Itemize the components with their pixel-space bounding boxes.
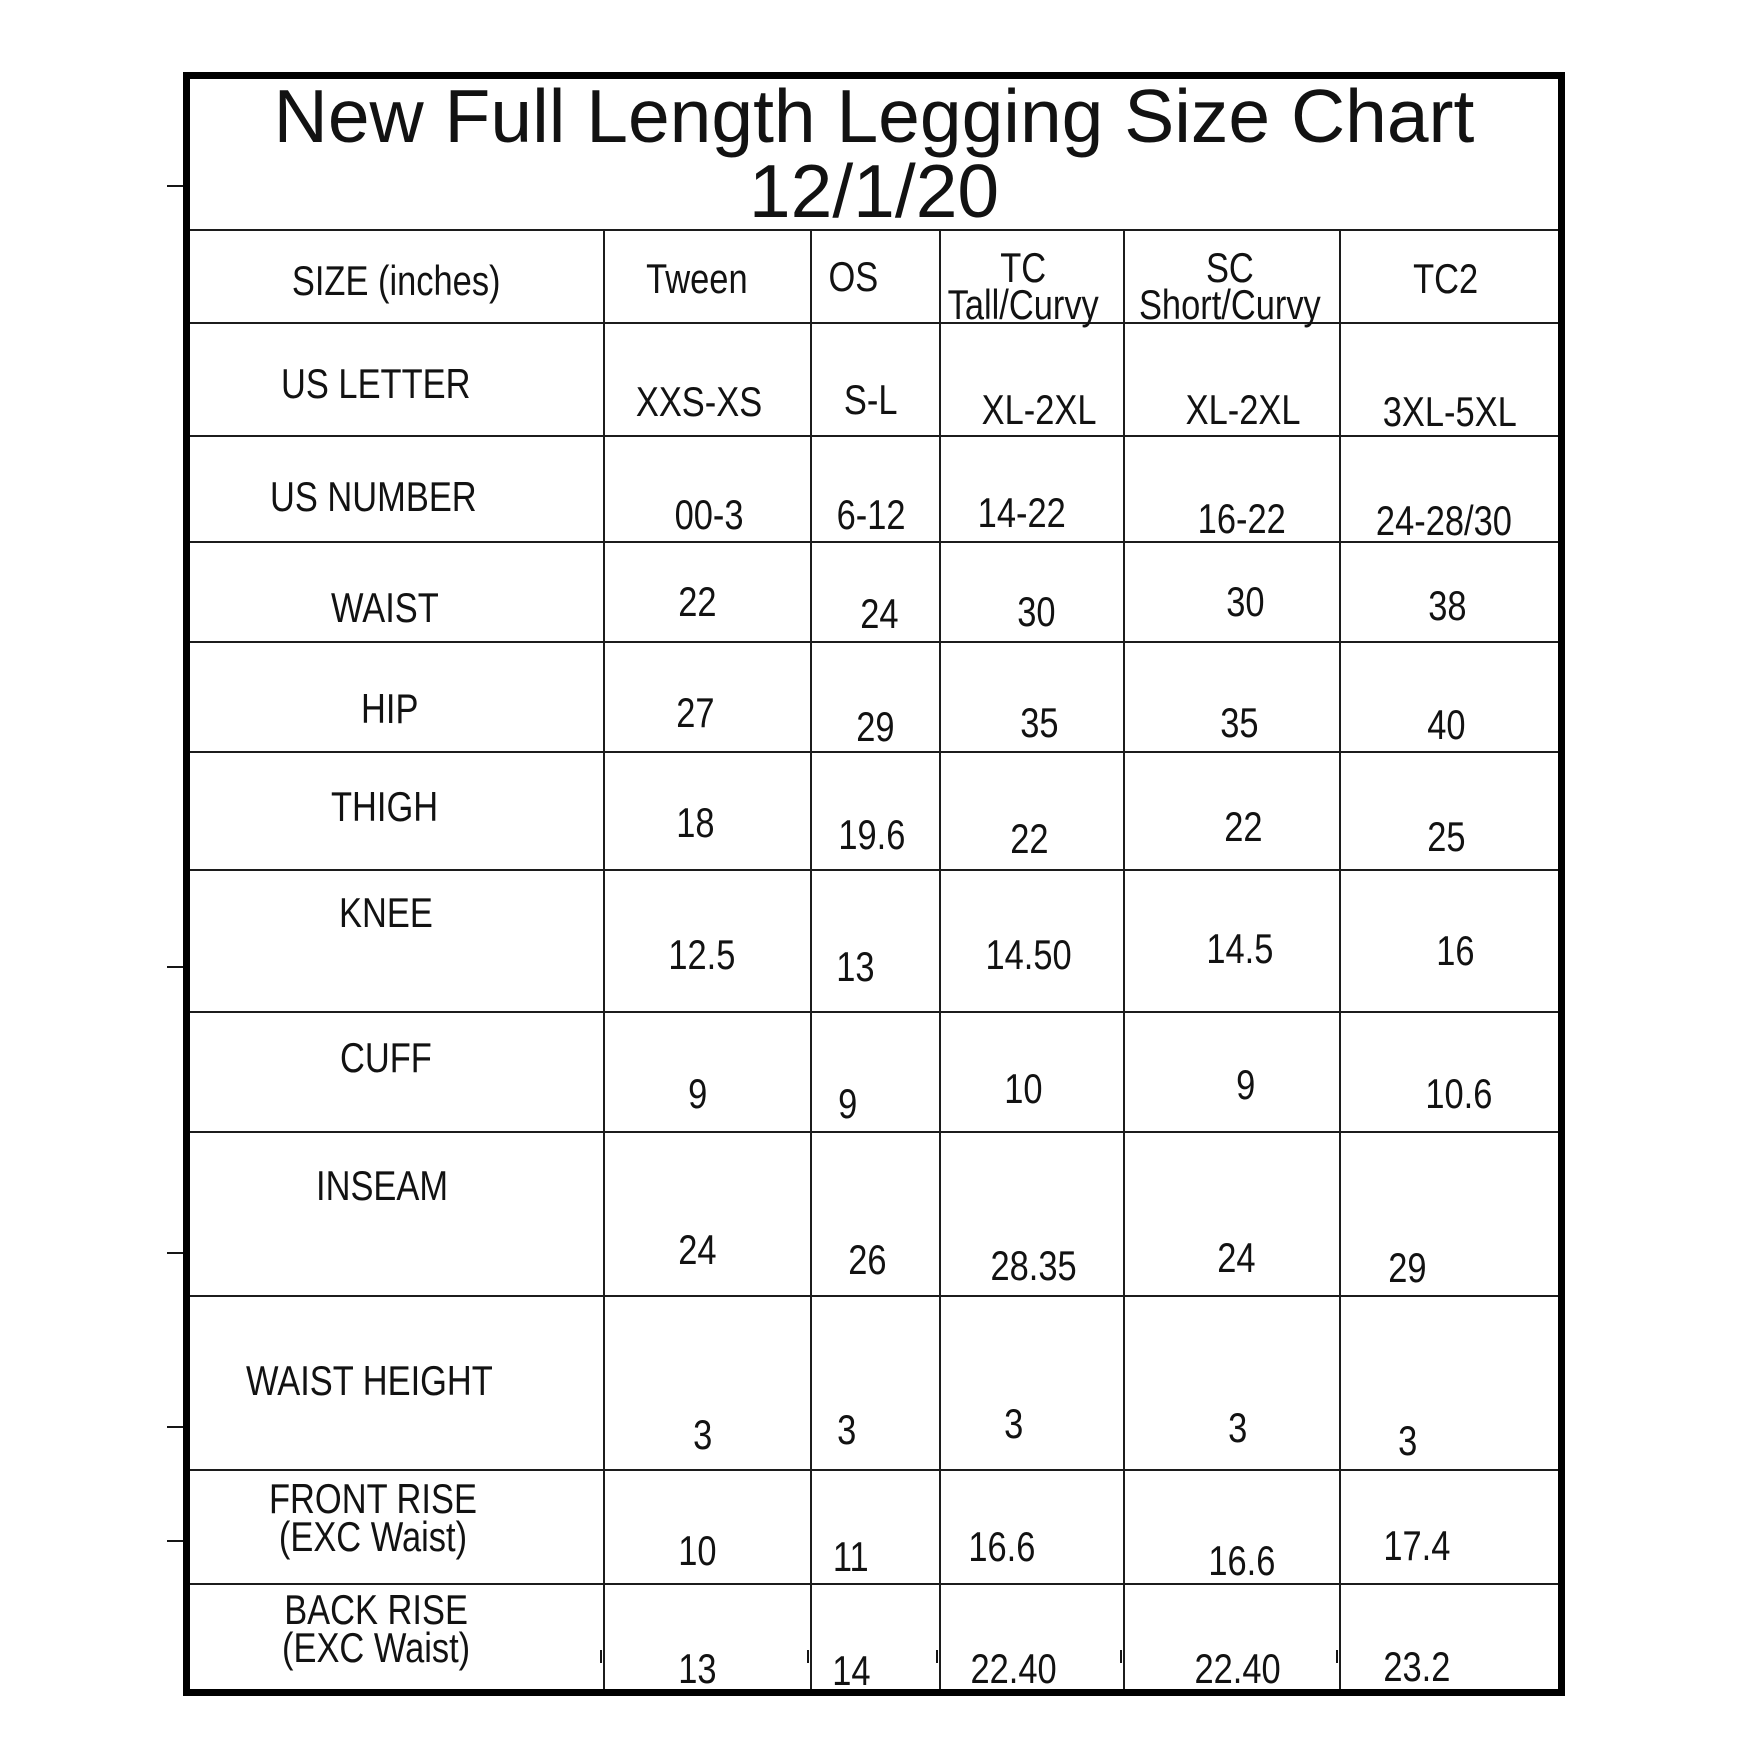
size-value: 38 [1428, 582, 1467, 629]
size-value: 16-22 [1197, 495, 1286, 542]
gridline-overshoot-tick [807, 1650, 809, 1663]
size-value-cell [1340, 1470, 1562, 1584]
row-label-text: US NUMBER [270, 473, 477, 520]
header-row [187, 230, 1562, 323]
row-label-text: THIGH [330, 783, 439, 830]
table-row-hip [187, 642, 1562, 752]
size-value: 3 [693, 1411, 713, 1458]
gridline-overshoot-tick [167, 1426, 183, 1428]
table-row-knee [187, 870, 1562, 1012]
row-label-knee [187, 870, 604, 1012]
size-value: 9 [838, 1080, 858, 1127]
column-header-label: TC2 [1412, 254, 1478, 302]
column-header-label: OS [828, 252, 878, 300]
size-value-cell [940, 1584, 1124, 1692]
column-header-os [811, 230, 940, 323]
size-value-cell [811, 542, 940, 642]
size-value-cell [604, 436, 811, 542]
size-value-cell [1124, 870, 1340, 1012]
size-value-cell [1340, 642, 1562, 752]
size-value-cell [811, 323, 940, 436]
size-value-cell [940, 323, 1124, 436]
column-header-line2: Short/Curvy [1138, 281, 1321, 329]
size-value-cell [1340, 542, 1562, 642]
title-row [187, 76, 1562, 231]
size-value: XXS-XS [635, 377, 763, 425]
size-value-cell [1124, 542, 1340, 642]
row-label-text [281, 1585, 470, 1671]
size-value-cell [1124, 1132, 1340, 1296]
size-value: 29 [855, 703, 895, 750]
size-value: XL-2XL [1186, 385, 1301, 433]
column-header-size [187, 230, 604, 323]
table-row-front-rise [187, 1470, 1562, 1584]
column-header-tween [604, 230, 811, 323]
size-value-cell [1124, 1012, 1340, 1132]
size-value-cell [940, 1132, 1124, 1296]
table-row-back-rise [187, 1584, 1562, 1692]
size-value-cell [1124, 752, 1340, 870]
size-value-cell [1340, 1012, 1562, 1132]
size-value-cell [940, 1470, 1124, 1584]
size-value: 24 [1217, 1234, 1256, 1281]
size-value: 3 [1227, 1404, 1248, 1451]
table-row-thigh [187, 752, 1562, 870]
row-label-waist [187, 542, 604, 642]
size-value: 26 [847, 1236, 887, 1283]
row-label-front-rise [187, 1470, 604, 1584]
column-header-sc [1124, 230, 1340, 329]
row-label-back-rise [187, 1584, 604, 1692]
size-value-cell [940, 1012, 1124, 1132]
size-value: 11 [833, 1533, 869, 1580]
size-value: 14-22 [977, 489, 1066, 536]
size-value: 13 [677, 1644, 717, 1692]
size-value-cell [1340, 1296, 1562, 1470]
column-header-label [947, 243, 1099, 329]
size-value: 16 [1436, 927, 1475, 974]
row-label-text [269, 1475, 478, 1560]
size-value-cell [811, 1132, 940, 1296]
gridline-overshoot-tick [600, 1650, 602, 1663]
size-value: 28.35 [990, 1242, 1077, 1289]
size-value-cell [940, 542, 1124, 642]
size-value-cell [604, 1132, 811, 1296]
size-value-cell [811, 870, 940, 1012]
gridline-overshoot-tick [167, 966, 183, 968]
table-row-waist-height [187, 1296, 1562, 1470]
size-value: 3XL-5XL [1382, 387, 1517, 435]
row-label-text: US LETTER [280, 359, 471, 407]
size-value: 25 [1427, 813, 1466, 860]
size-value: S-L [844, 375, 898, 423]
size-value: 40 [1427, 701, 1466, 748]
column-header-line1: TC [999, 243, 1046, 291]
table-row-us-letter [187, 323, 1562, 436]
size-value-cell [1124, 1584, 1340, 1692]
row-label-cuff [187, 1012, 604, 1132]
table-row-us-number [187, 436, 1562, 542]
size-value-cell [1340, 870, 1562, 1012]
row-label-text: WAIST HEIGHT [245, 1357, 493, 1404]
gridline-overshoot-tick [167, 185, 183, 187]
size-value-cell [604, 1012, 811, 1132]
page-title: New Full Length Legging Size Chart 12/1/20 [273, 74, 1475, 233]
gridline-overshoot-tick [167, 1252, 183, 1254]
column-header-label [1138, 243, 1321, 329]
column-header-tc2 [1340, 230, 1562, 323]
size-value: 12.5 [668, 931, 736, 978]
size-value: 10 [1004, 1065, 1043, 1112]
size-value-cell [1124, 323, 1340, 436]
size-value: 22 [1224, 803, 1263, 850]
column-header-tc [940, 230, 1124, 329]
row-label-text: CUFF [340, 1034, 433, 1081]
size-value-cell [1340, 752, 1562, 870]
size-value: 3 [1397, 1417, 1417, 1464]
size-value-cell [604, 1470, 811, 1584]
size-value: 27 [675, 689, 715, 736]
size-value-cell [1124, 436, 1340, 542]
column-header-line2: Tall/Curvy [947, 281, 1099, 329]
row-label-inseam [187, 1132, 604, 1296]
row-label-line2: (EXC Waist) [279, 1512, 468, 1560]
row-label-line2: (EXC Waist) [281, 1623, 470, 1671]
size-value: 14.50 [985, 931, 1072, 978]
row-label-us-letter [187, 323, 604, 436]
size-value-cell [811, 1296, 940, 1470]
table-row-inseam [187, 1132, 1562, 1296]
size-value: 19.6 [838, 811, 906, 858]
size-value-cell [940, 1296, 1124, 1470]
size-value: 16.6 [967, 1523, 1036, 1570]
size-value: 35 [1020, 699, 1059, 746]
row-label-thigh [187, 752, 604, 870]
title-cell [187, 76, 1562, 231]
size-value-cell [604, 323, 811, 436]
size-value-cell [940, 436, 1124, 542]
size-value-cell [811, 436, 940, 542]
row-label-us-number [187, 436, 604, 542]
size-value: 30 [1017, 588, 1056, 635]
gridline-overshoot-tick [1120, 1650, 1122, 1663]
size-value: 24-28/30 [1376, 497, 1513, 544]
size-value-cell [1340, 1584, 1562, 1692]
size-value-cell [604, 542, 811, 642]
size-value: 24 [677, 1226, 717, 1273]
size-value: 17.4 [1383, 1522, 1451, 1569]
gridline-overshoot-tick [936, 1650, 938, 1663]
size-value-cell [940, 870, 1124, 1012]
size-value: 10.6 [1425, 1070, 1493, 1117]
row-label-line1: BACK RISE [283, 1585, 468, 1633]
size-value-cell [1124, 642, 1340, 752]
row-label-text: INSEAM [315, 1162, 448, 1209]
table-row-waist [187, 542, 1562, 642]
size-value-cell [811, 642, 940, 752]
size-value: 35 [1220, 699, 1259, 746]
size-value: 14 [831, 1646, 871, 1694]
size-value-cell [811, 1584, 940, 1692]
gridline-overshoot-tick [167, 1540, 183, 1542]
gridline-overshoot-tick [1336, 1650, 1338, 1663]
size-value: XL-2XL [982, 385, 1097, 433]
size-value: 16.6 [1207, 1537, 1276, 1584]
size-value-cell [811, 752, 940, 870]
size-value: 29 [1388, 1244, 1427, 1291]
size-value-cell [940, 642, 1124, 752]
size-value-cell [811, 1012, 940, 1132]
size-value: 13 [835, 943, 875, 990]
row-label-text: HIP [361, 685, 419, 732]
row-label-line1: FRONT RISE [269, 1475, 478, 1523]
size-value-cell [1124, 1296, 1340, 1470]
size-value: 22 [677, 578, 717, 625]
size-chart-table [183, 72, 1565, 1696]
size-value-cell [604, 1584, 811, 1692]
row-label-waist-height [187, 1296, 604, 1470]
size-value: 24 [859, 590, 899, 637]
column-header-line1: SC [1205, 243, 1254, 291]
size-value-cell [604, 642, 811, 752]
row-label-text: WAIST [330, 584, 439, 631]
size-value-cell [1340, 1132, 1562, 1296]
row-label-hip [187, 642, 604, 752]
size-value: 22 [1010, 815, 1049, 862]
size-value: 6-12 [836, 491, 906, 538]
size-value-cell [604, 1296, 811, 1470]
column-header-label: SIZE (inches) [291, 256, 501, 304]
size-value: 10 [677, 1527, 717, 1574]
size-value-cell [604, 870, 811, 1012]
size-value: 14.5 [1205, 925, 1274, 972]
size-value-cell [1124, 1470, 1340, 1584]
size-value: 23.2 [1383, 1642, 1451, 1690]
size-value-cell [604, 752, 811, 870]
size-value: 3 [1003, 1400, 1024, 1447]
size-value-cell [1340, 323, 1562, 436]
size-value: 3 [837, 1406, 857, 1453]
row-label-text: KNEE [339, 889, 433, 936]
size-value: 30 [1226, 578, 1265, 625]
size-value-cell [1340, 436, 1562, 542]
size-value: 9 [688, 1070, 708, 1117]
size-value: 22.40 [1194, 1644, 1281, 1692]
table-row-cuff [187, 1012, 1562, 1132]
size-value: 9 [1235, 1061, 1256, 1108]
size-value: 00-3 [674, 491, 744, 538]
size-value: 22.40 [970, 1644, 1057, 1692]
size-value-cell [811, 1470, 940, 1584]
size-value: 18 [675, 799, 715, 846]
column-header-label: Tween [646, 254, 748, 302]
size-value-cell [940, 752, 1124, 870]
